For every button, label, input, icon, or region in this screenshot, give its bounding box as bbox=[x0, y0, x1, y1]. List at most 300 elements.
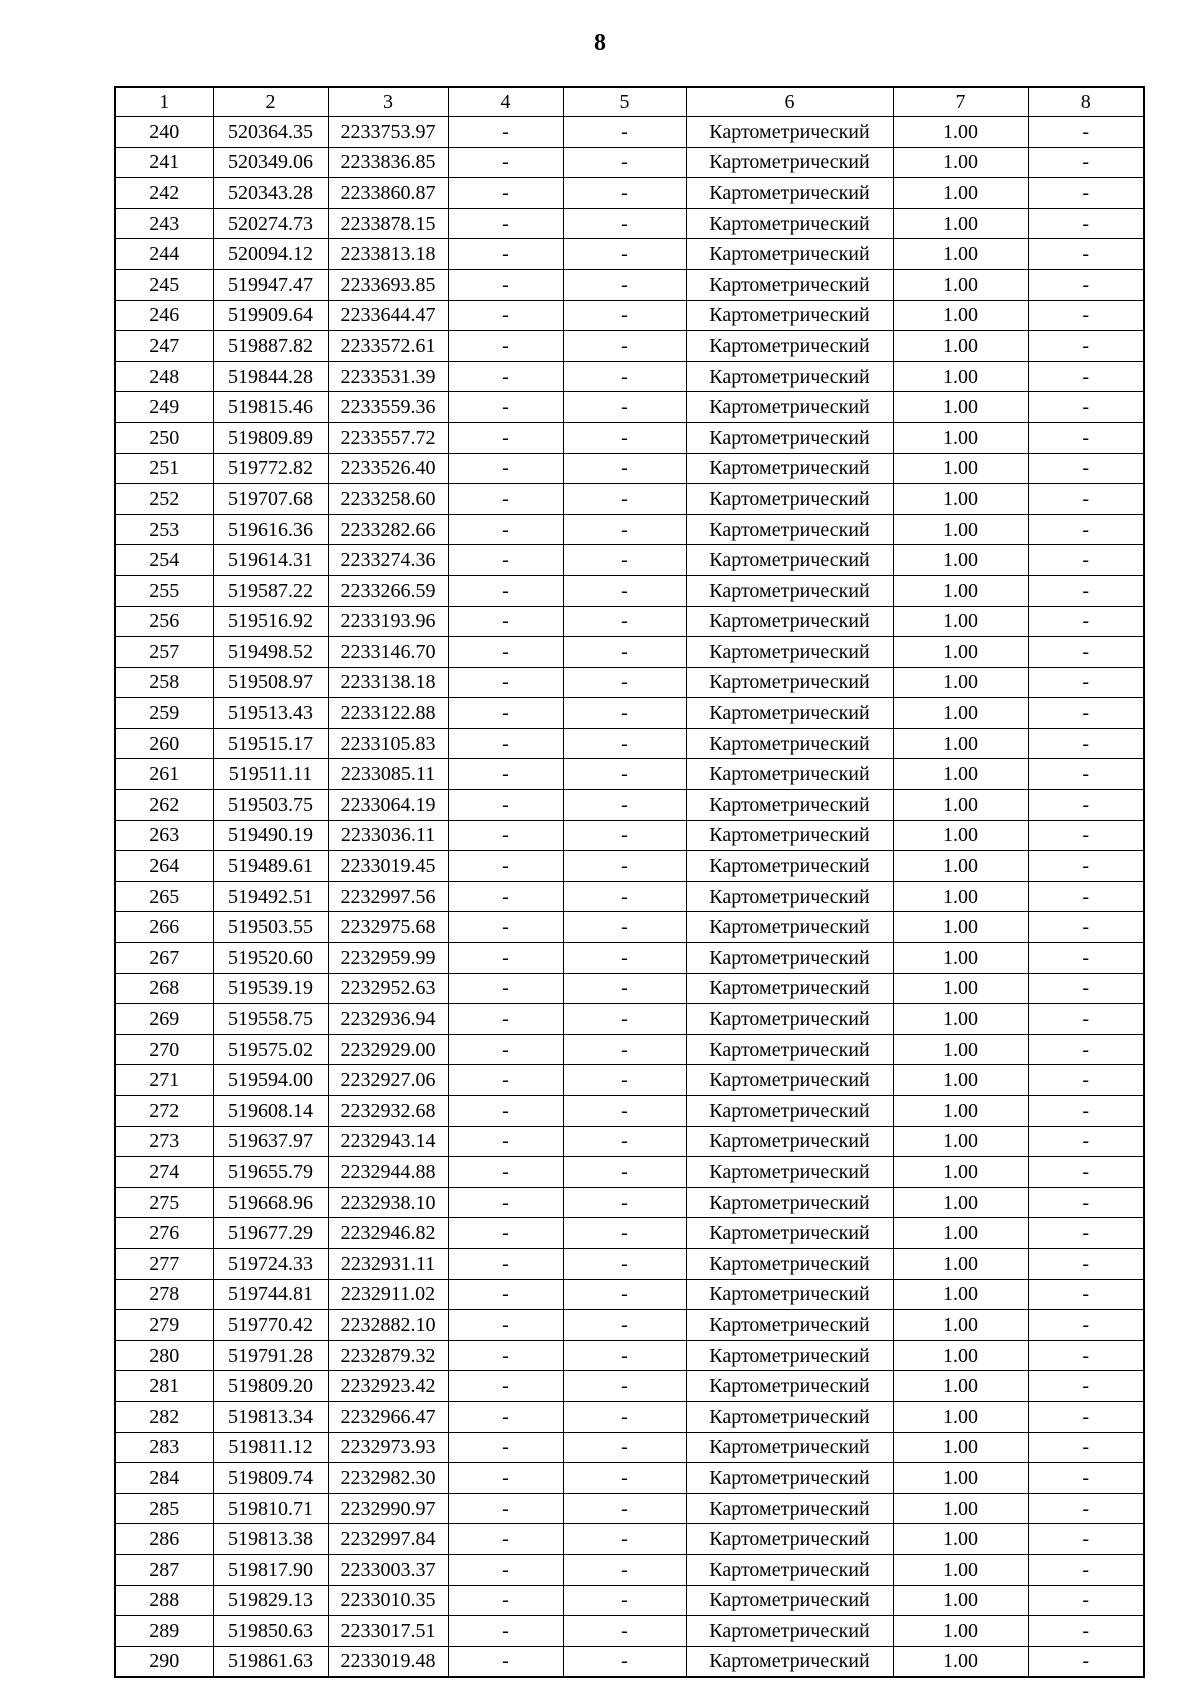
column-4-cell: - bbox=[448, 208, 563, 239]
table-row bbox=[115, 1371, 1144, 1402]
table-row bbox=[115, 208, 1144, 239]
x-coordinate-cell: 519489.61 bbox=[213, 851, 328, 882]
column-8-cell: - bbox=[1028, 178, 1144, 209]
point-number-cell: 248 bbox=[115, 361, 213, 392]
column-4-cell: - bbox=[448, 1096, 563, 1127]
column-5-cell: - bbox=[563, 1585, 686, 1616]
y-coordinate-cell: 2233019.48 bbox=[328, 1646, 448, 1677]
column-4-cell: - bbox=[448, 1187, 563, 1218]
x-coordinate-cell: 519490.19 bbox=[213, 820, 328, 851]
table-row bbox=[115, 361, 1144, 392]
point-number-cell: 255 bbox=[115, 575, 213, 606]
table-row bbox=[115, 1248, 1144, 1279]
column-4-cell: - bbox=[448, 728, 563, 759]
x-coordinate-cell: 519513.43 bbox=[213, 698, 328, 729]
point-number-cell: 268 bbox=[115, 973, 213, 1004]
column-4-cell: - bbox=[448, 178, 563, 209]
column-4-cell: - bbox=[448, 453, 563, 484]
y-coordinate-cell: 2233693.85 bbox=[328, 269, 448, 300]
column-8-cell: - bbox=[1028, 1065, 1144, 1096]
accuracy-cell: 1.00 bbox=[893, 422, 1028, 453]
method-cell: Картометрический bbox=[686, 117, 893, 148]
point-number-cell: 262 bbox=[115, 790, 213, 821]
page-number: 8 bbox=[594, 30, 606, 56]
x-coordinate-cell: 519809.89 bbox=[213, 422, 328, 453]
column-4-cell: - bbox=[448, 1554, 563, 1585]
column-5-cell: - bbox=[563, 331, 686, 362]
column-4-cell: - bbox=[448, 361, 563, 392]
column-8-cell: - bbox=[1028, 1096, 1144, 1127]
column-8-cell: - bbox=[1028, 790, 1144, 821]
method-cell: Картометрический bbox=[686, 208, 893, 239]
method-cell: Картометрический bbox=[686, 1340, 893, 1371]
column-4-cell: - bbox=[448, 514, 563, 545]
accuracy-cell: 1.00 bbox=[893, 361, 1028, 392]
column-5-cell: - bbox=[563, 1340, 686, 1371]
column-8-cell: - bbox=[1028, 1126, 1144, 1157]
accuracy-cell: 1.00 bbox=[893, 1065, 1028, 1096]
column-5-cell: - bbox=[563, 178, 686, 209]
y-coordinate-cell: 2232944.88 bbox=[328, 1157, 448, 1188]
point-number-cell: 241 bbox=[115, 147, 213, 178]
accuracy-cell: 1.00 bbox=[893, 1279, 1028, 1310]
table-row bbox=[115, 147, 1144, 178]
method-cell: Картометрический bbox=[686, 606, 893, 637]
column-header-1: 1 bbox=[115, 87, 213, 117]
method-cell: Картометрический bbox=[686, 453, 893, 484]
x-coordinate-cell: 519558.75 bbox=[213, 1004, 328, 1035]
method-cell: Картометрический bbox=[686, 943, 893, 974]
y-coordinate-cell: 2233572.61 bbox=[328, 331, 448, 362]
column-8-cell: - bbox=[1028, 1310, 1144, 1341]
table-row bbox=[115, 1004, 1144, 1035]
column-8-cell: - bbox=[1028, 575, 1144, 606]
point-number-cell: 266 bbox=[115, 912, 213, 943]
table-row bbox=[115, 514, 1144, 545]
table-row bbox=[115, 759, 1144, 790]
method-cell: Картометрический bbox=[686, 728, 893, 759]
x-coordinate-cell: 519809.20 bbox=[213, 1371, 328, 1402]
x-coordinate-cell: 519887.82 bbox=[213, 331, 328, 362]
method-cell: Картометрический bbox=[686, 1432, 893, 1463]
x-coordinate-cell: 519594.00 bbox=[213, 1065, 328, 1096]
x-coordinate-cell: 519637.97 bbox=[213, 1126, 328, 1157]
point-number-cell: 288 bbox=[115, 1585, 213, 1616]
x-coordinate-cell: 519850.63 bbox=[213, 1616, 328, 1647]
point-number-cell: 267 bbox=[115, 943, 213, 974]
column-4-cell: - bbox=[448, 1279, 563, 1310]
point-number-cell: 285 bbox=[115, 1493, 213, 1524]
x-coordinate-cell: 519813.38 bbox=[213, 1524, 328, 1555]
accuracy-cell: 1.00 bbox=[893, 1310, 1028, 1341]
y-coordinate-cell: 2232975.68 bbox=[328, 912, 448, 943]
column-8-cell: - bbox=[1028, 300, 1144, 331]
table-row bbox=[115, 698, 1144, 729]
column-8-cell: - bbox=[1028, 943, 1144, 974]
y-coordinate-cell: 2233003.37 bbox=[328, 1554, 448, 1585]
column-5-cell: - bbox=[563, 1157, 686, 1188]
accuracy-cell: 1.00 bbox=[893, 178, 1028, 209]
table-row bbox=[115, 1432, 1144, 1463]
column-8-cell: - bbox=[1028, 1157, 1144, 1188]
y-coordinate-cell: 2232936.94 bbox=[328, 1004, 448, 1035]
method-cell: Картометрический bbox=[686, 300, 893, 331]
column-5-cell: - bbox=[563, 973, 686, 1004]
method-cell: Картометрический bbox=[686, 1524, 893, 1555]
column-5-cell: - bbox=[563, 820, 686, 851]
point-number-cell: 240 bbox=[115, 117, 213, 148]
accuracy-cell: 1.00 bbox=[893, 545, 1028, 576]
column-5-cell: - bbox=[563, 1371, 686, 1402]
column-5-cell: - bbox=[563, 1126, 686, 1157]
method-cell: Картометрический bbox=[686, 637, 893, 668]
column-8-cell: - bbox=[1028, 667, 1144, 698]
accuracy-cell: 1.00 bbox=[893, 1004, 1028, 1035]
y-coordinate-cell: 2233193.96 bbox=[328, 606, 448, 637]
column-5-cell: - bbox=[563, 790, 686, 821]
method-cell: Картометрический bbox=[686, 545, 893, 576]
column-5-cell: - bbox=[563, 300, 686, 331]
column-5-cell: - bbox=[563, 117, 686, 148]
column-8-cell: - bbox=[1028, 728, 1144, 759]
method-cell: Картометрический bbox=[686, 1248, 893, 1279]
column-4-cell: - bbox=[448, 269, 563, 300]
y-coordinate-cell: 2233017.51 bbox=[328, 1616, 448, 1647]
method-cell: Картометрический bbox=[686, 1463, 893, 1494]
column-8-cell: - bbox=[1028, 1187, 1144, 1218]
y-coordinate-cell: 2233559.36 bbox=[328, 392, 448, 423]
point-number-cell: 252 bbox=[115, 484, 213, 515]
accuracy-cell: 1.00 bbox=[893, 728, 1028, 759]
table-row bbox=[115, 1279, 1144, 1310]
x-coordinate-cell: 519503.55 bbox=[213, 912, 328, 943]
accuracy-cell: 1.00 bbox=[893, 269, 1028, 300]
column-4-cell: - bbox=[448, 1493, 563, 1524]
y-coordinate-cell: 2233146.70 bbox=[328, 637, 448, 668]
point-number-cell: 247 bbox=[115, 331, 213, 362]
table-row bbox=[115, 545, 1144, 576]
column-5-cell: - bbox=[563, 667, 686, 698]
accuracy-cell: 1.00 bbox=[893, 392, 1028, 423]
column-8-cell: - bbox=[1028, 912, 1144, 943]
point-number-cell: 290 bbox=[115, 1646, 213, 1677]
column-5-cell: - bbox=[563, 1463, 686, 1494]
method-cell: Картометрический bbox=[686, 392, 893, 423]
column-8-cell: - bbox=[1028, 1524, 1144, 1555]
column-5-cell: - bbox=[563, 1004, 686, 1035]
column-8-cell: - bbox=[1028, 1554, 1144, 1585]
method-cell: Картометрический bbox=[686, 1310, 893, 1341]
y-coordinate-cell: 2233526.40 bbox=[328, 453, 448, 484]
y-coordinate-cell: 2233064.19 bbox=[328, 790, 448, 821]
table-row bbox=[115, 1340, 1144, 1371]
table-row bbox=[115, 1187, 1144, 1218]
method-cell: Картометрический bbox=[686, 1157, 893, 1188]
column-8-cell: - bbox=[1028, 1585, 1144, 1616]
x-coordinate-cell: 519616.36 bbox=[213, 514, 328, 545]
column-header-8: 8 bbox=[1028, 87, 1144, 117]
x-coordinate-cell: 519861.63 bbox=[213, 1646, 328, 1677]
column-5-cell: - bbox=[563, 1310, 686, 1341]
column-8-cell: - bbox=[1028, 484, 1144, 515]
method-cell: Картометрический bbox=[686, 331, 893, 362]
table-row bbox=[115, 117, 1144, 148]
table-row bbox=[115, 1493, 1144, 1524]
table-row bbox=[115, 239, 1144, 270]
y-coordinate-cell: 2232966.47 bbox=[328, 1401, 448, 1432]
method-cell: Картометрический bbox=[686, 1616, 893, 1647]
x-coordinate-cell: 519815.46 bbox=[213, 392, 328, 423]
column-5-cell: - bbox=[563, 943, 686, 974]
column-4-cell: - bbox=[448, 1401, 563, 1432]
column-4-cell: - bbox=[448, 1004, 563, 1035]
table-row bbox=[115, 1616, 1144, 1647]
accuracy-cell: 1.00 bbox=[893, 1034, 1028, 1065]
y-coordinate-cell: 2232982.30 bbox=[328, 1463, 448, 1494]
column-4-cell: - bbox=[448, 1371, 563, 1402]
column-5-cell: - bbox=[563, 269, 686, 300]
column-8-cell: - bbox=[1028, 820, 1144, 851]
y-coordinate-cell: 2232952.63 bbox=[328, 973, 448, 1004]
x-coordinate-cell: 519770.42 bbox=[213, 1310, 328, 1341]
column-4-cell: - bbox=[448, 575, 563, 606]
column-header-6: 6 bbox=[686, 87, 893, 117]
point-number-cell: 246 bbox=[115, 300, 213, 331]
accuracy-cell: 1.00 bbox=[893, 1554, 1028, 1585]
column-8-cell: - bbox=[1028, 239, 1144, 270]
table-row bbox=[115, 1585, 1144, 1616]
y-coordinate-cell: 2232923.42 bbox=[328, 1371, 448, 1402]
column-5-cell: - bbox=[563, 422, 686, 453]
point-number-cell: 271 bbox=[115, 1065, 213, 1096]
column-5-cell: - bbox=[563, 1279, 686, 1310]
column-8-cell: - bbox=[1028, 208, 1144, 239]
table-row bbox=[115, 790, 1144, 821]
point-number-cell: 278 bbox=[115, 1279, 213, 1310]
x-coordinate-cell: 519516.92 bbox=[213, 606, 328, 637]
y-coordinate-cell: 2232929.00 bbox=[328, 1034, 448, 1065]
point-number-cell: 280 bbox=[115, 1340, 213, 1371]
column-5-cell: - bbox=[563, 514, 686, 545]
column-8-cell: - bbox=[1028, 1371, 1144, 1402]
column-4-cell: - bbox=[448, 1463, 563, 1494]
column-header-7: 7 bbox=[893, 87, 1028, 117]
method-cell: Картометрический bbox=[686, 422, 893, 453]
accuracy-cell: 1.00 bbox=[893, 208, 1028, 239]
column-8-cell: - bbox=[1028, 881, 1144, 912]
table-row bbox=[115, 637, 1144, 668]
column-8-cell: - bbox=[1028, 392, 1144, 423]
column-4-cell: - bbox=[448, 484, 563, 515]
point-number-cell: 265 bbox=[115, 881, 213, 912]
point-number-cell: 257 bbox=[115, 637, 213, 668]
accuracy-cell: 1.00 bbox=[893, 1248, 1028, 1279]
point-number-cell: 283 bbox=[115, 1432, 213, 1463]
column-5-cell: - bbox=[563, 1524, 686, 1555]
column-8-cell: - bbox=[1028, 147, 1144, 178]
column-4-cell: - bbox=[448, 392, 563, 423]
table-row bbox=[115, 973, 1144, 1004]
table-row bbox=[115, 728, 1144, 759]
column-8-cell: - bbox=[1028, 453, 1144, 484]
column-8-cell: - bbox=[1028, 269, 1144, 300]
x-coordinate-cell: 519520.60 bbox=[213, 943, 328, 974]
method-cell: Картометрический bbox=[686, 1371, 893, 1402]
method-cell: Картометрический bbox=[686, 484, 893, 515]
point-number-cell: 258 bbox=[115, 667, 213, 698]
column-4-cell: - bbox=[448, 1157, 563, 1188]
method-cell: Картометрический bbox=[686, 269, 893, 300]
column-8-cell: - bbox=[1028, 759, 1144, 790]
accuracy-cell: 1.00 bbox=[893, 851, 1028, 882]
column-5-cell: - bbox=[563, 1034, 686, 1065]
column-8-cell: - bbox=[1028, 1401, 1144, 1432]
point-number-cell: 256 bbox=[115, 606, 213, 637]
method-cell: Картометрический bbox=[686, 575, 893, 606]
x-coordinate-cell: 519791.28 bbox=[213, 1340, 328, 1371]
x-coordinate-cell: 519655.79 bbox=[213, 1157, 328, 1188]
x-coordinate-cell: 519810.71 bbox=[213, 1493, 328, 1524]
column-5-cell: - bbox=[563, 484, 686, 515]
column-5-cell: - bbox=[563, 1646, 686, 1677]
column-5-cell: - bbox=[563, 606, 686, 637]
point-number-cell: 276 bbox=[115, 1218, 213, 1249]
table-row bbox=[115, 300, 1144, 331]
point-number-cell: 244 bbox=[115, 239, 213, 270]
method-cell: Картометрический bbox=[686, 1065, 893, 1096]
column-header-3: 3 bbox=[328, 87, 448, 117]
column-8-cell: - bbox=[1028, 606, 1144, 637]
method-cell: Картометрический bbox=[686, 790, 893, 821]
column-4-cell: - bbox=[448, 331, 563, 362]
y-coordinate-cell: 2232932.68 bbox=[328, 1096, 448, 1127]
method-cell: Картометрический bbox=[686, 147, 893, 178]
y-coordinate-cell: 2233010.35 bbox=[328, 1585, 448, 1616]
x-coordinate-cell: 519492.51 bbox=[213, 881, 328, 912]
x-coordinate-cell: 519539.19 bbox=[213, 973, 328, 1004]
table-row bbox=[115, 943, 1144, 974]
table-row bbox=[115, 453, 1144, 484]
table-body bbox=[115, 117, 1144, 1678]
method-cell: Картометрический bbox=[686, 178, 893, 209]
column-5-cell: - bbox=[563, 1432, 686, 1463]
table-row bbox=[115, 606, 1144, 637]
method-cell: Картометрический bbox=[686, 1279, 893, 1310]
column-5-cell: - bbox=[563, 239, 686, 270]
table-row bbox=[115, 1065, 1144, 1096]
x-coordinate-cell: 519515.17 bbox=[213, 728, 328, 759]
table-header bbox=[115, 87, 1144, 117]
column-4-cell: - bbox=[448, 300, 563, 331]
accuracy-cell: 1.00 bbox=[893, 912, 1028, 943]
column-4-cell: - bbox=[448, 545, 563, 576]
column-5-cell: - bbox=[563, 1401, 686, 1432]
accuracy-cell: 1.00 bbox=[893, 1585, 1028, 1616]
accuracy-cell: 1.00 bbox=[893, 239, 1028, 270]
table-row bbox=[115, 1096, 1144, 1127]
accuracy-cell: 1.00 bbox=[893, 575, 1028, 606]
x-coordinate-cell: 519813.34 bbox=[213, 1401, 328, 1432]
y-coordinate-cell: 2232997.56 bbox=[328, 881, 448, 912]
column-4-cell: - bbox=[448, 1524, 563, 1555]
table-row bbox=[115, 1157, 1144, 1188]
column-8-cell: - bbox=[1028, 1248, 1144, 1279]
method-cell: Картометрический bbox=[686, 759, 893, 790]
column-4-cell: - bbox=[448, 1310, 563, 1341]
column-8-cell: - bbox=[1028, 1218, 1144, 1249]
column-4-cell: - bbox=[448, 1340, 563, 1371]
y-coordinate-cell: 2233753.97 bbox=[328, 117, 448, 148]
column-5-cell: - bbox=[563, 1065, 686, 1096]
accuracy-cell: 1.00 bbox=[893, 1616, 1028, 1647]
y-coordinate-cell: 2233036.11 bbox=[328, 820, 448, 851]
y-coordinate-cell: 2233266.59 bbox=[328, 575, 448, 606]
table-row bbox=[115, 1310, 1144, 1341]
method-cell: Картометрический bbox=[686, 881, 893, 912]
accuracy-cell: 1.00 bbox=[893, 1340, 1028, 1371]
column-5-cell: - bbox=[563, 147, 686, 178]
x-coordinate-cell: 519587.22 bbox=[213, 575, 328, 606]
accuracy-cell: 1.00 bbox=[893, 300, 1028, 331]
point-number-cell: 264 bbox=[115, 851, 213, 882]
column-5-cell: - bbox=[563, 851, 686, 882]
accuracy-cell: 1.00 bbox=[893, 606, 1028, 637]
column-5-cell: - bbox=[563, 545, 686, 576]
column-8-cell: - bbox=[1028, 361, 1144, 392]
point-number-cell: 249 bbox=[115, 392, 213, 423]
method-cell: Картометрический bbox=[686, 1493, 893, 1524]
y-coordinate-cell: 2233531.39 bbox=[328, 361, 448, 392]
column-header-4: 4 bbox=[448, 87, 563, 117]
point-number-cell: 286 bbox=[115, 1524, 213, 1555]
y-coordinate-cell: 2232990.97 bbox=[328, 1493, 448, 1524]
x-coordinate-cell: 519575.02 bbox=[213, 1034, 328, 1065]
y-coordinate-cell: 2233019.45 bbox=[328, 851, 448, 882]
accuracy-cell: 1.00 bbox=[893, 1463, 1028, 1494]
table-row bbox=[115, 422, 1144, 453]
accuracy-cell: 1.00 bbox=[893, 453, 1028, 484]
method-cell: Картометрический bbox=[686, 820, 893, 851]
method-cell: Картометрический bbox=[686, 1004, 893, 1035]
y-coordinate-cell: 2232911.02 bbox=[328, 1279, 448, 1310]
y-coordinate-cell: 2233274.36 bbox=[328, 545, 448, 576]
table-row bbox=[115, 484, 1144, 515]
table-row bbox=[115, 1646, 1144, 1677]
point-number-cell: 289 bbox=[115, 1616, 213, 1647]
x-coordinate-cell: 519744.81 bbox=[213, 1279, 328, 1310]
column-5-cell: - bbox=[563, 759, 686, 790]
column-8-cell: - bbox=[1028, 514, 1144, 545]
column-4-cell: - bbox=[448, 117, 563, 148]
y-coordinate-cell: 2233813.18 bbox=[328, 239, 448, 270]
y-coordinate-cell: 2233138.18 bbox=[328, 667, 448, 698]
column-4-cell: - bbox=[448, 637, 563, 668]
column-5-cell: - bbox=[563, 728, 686, 759]
y-coordinate-cell: 2232973.93 bbox=[328, 1432, 448, 1463]
method-cell: Картометрический bbox=[686, 239, 893, 270]
column-4-cell: - bbox=[448, 943, 563, 974]
accuracy-cell: 1.00 bbox=[893, 1187, 1028, 1218]
accuracy-cell: 1.00 bbox=[893, 1493, 1028, 1524]
y-coordinate-cell: 2232959.99 bbox=[328, 943, 448, 974]
accuracy-cell: 1.00 bbox=[893, 881, 1028, 912]
column-5-cell: - bbox=[563, 912, 686, 943]
column-4-cell: - bbox=[448, 1248, 563, 1279]
table-row bbox=[115, 912, 1144, 943]
point-number-cell: 250 bbox=[115, 422, 213, 453]
header-row bbox=[115, 87, 1144, 117]
point-number-cell: 261 bbox=[115, 759, 213, 790]
